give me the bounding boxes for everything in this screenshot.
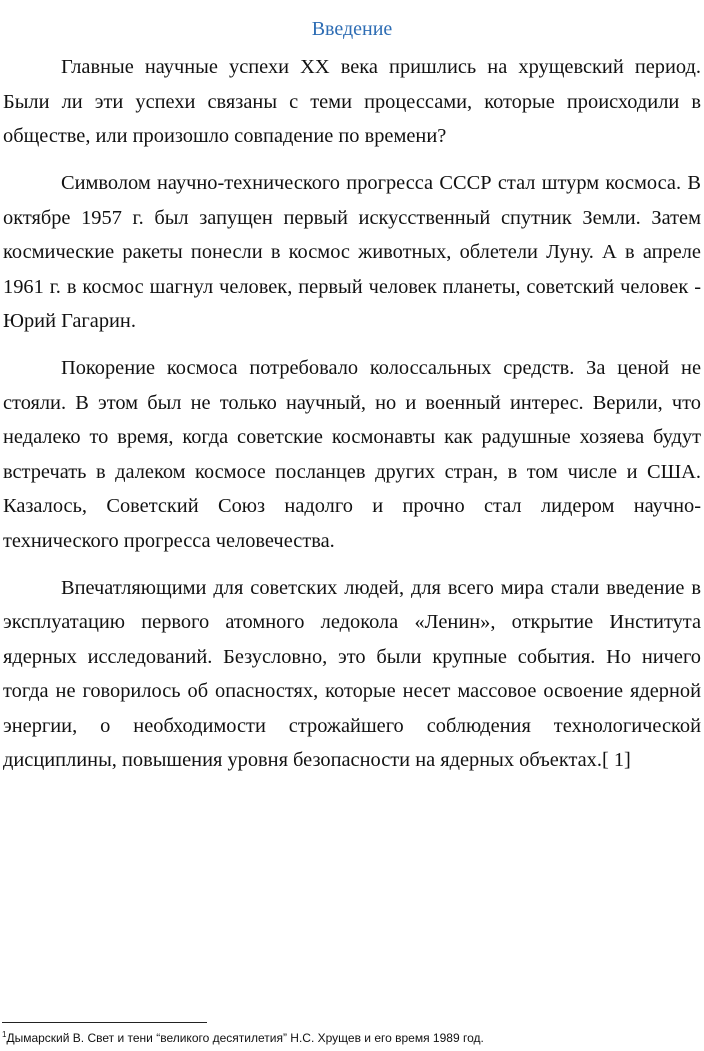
footnote (2, 1030, 702, 1046)
section-title: Введение (311, 18, 393, 40)
footnote-separator (2, 1022, 207, 1023)
footnote-marker: 1 (2, 1030, 7, 1039)
body-text (3, 50, 701, 790)
paragraph-2: Символом научно-технического прогресса СССР стал штурм космоса. В октябре 1957 г. был запущен первый искусственный спутник Земли. Затем космические ракеты понесли в космос животных, облетели Луну. А в апреле 1961 г. в космос шагнул человек, первый человек планеты, советский человек - Юрий Гагарин. (3, 172, 701, 332)
footnote-text: Дымарский В. Свет и тени “великого десятилетия” Н.С. Хрущев и его время 1989 год. (6, 1031, 484, 1045)
paragraph-3: Покорение космоса потребовало колоссальных средств. За ценой не стояли. В этом был не только научный, но и военный интерес. Верили, что недалеко то время, когда советские космонавты как радушные хозяева будут встречать в далеком космосе посланцев других стран, в том числе и США. Казалось, Советский Союз надолго и прочно стал лидером научно-технического прогресса человечества. (3, 357, 701, 552)
paragraph-1: Главные научные успехи XX века пришлись на хрущевский период. Были ли эти успехи связаны с теми процессами, которые происходили в обществе, или произошло совпадение по времени? (3, 56, 701, 147)
paragraph-4: Впечатляющими для советских людей, для всего мира стали введение в эксплуатацию первого атомного ледокола «Ленин», открытие Института ядерных исследований. Безусловно, это были крупные события. Но ничего тогда не говорилось об опасностях, которые несет массовое освоение ядерной энергии, о необходимости строжайшего соблюдения технологической дисциплины, повышения уровня безопасности на ядерных объектах.[ 1] (3, 576, 701, 771)
